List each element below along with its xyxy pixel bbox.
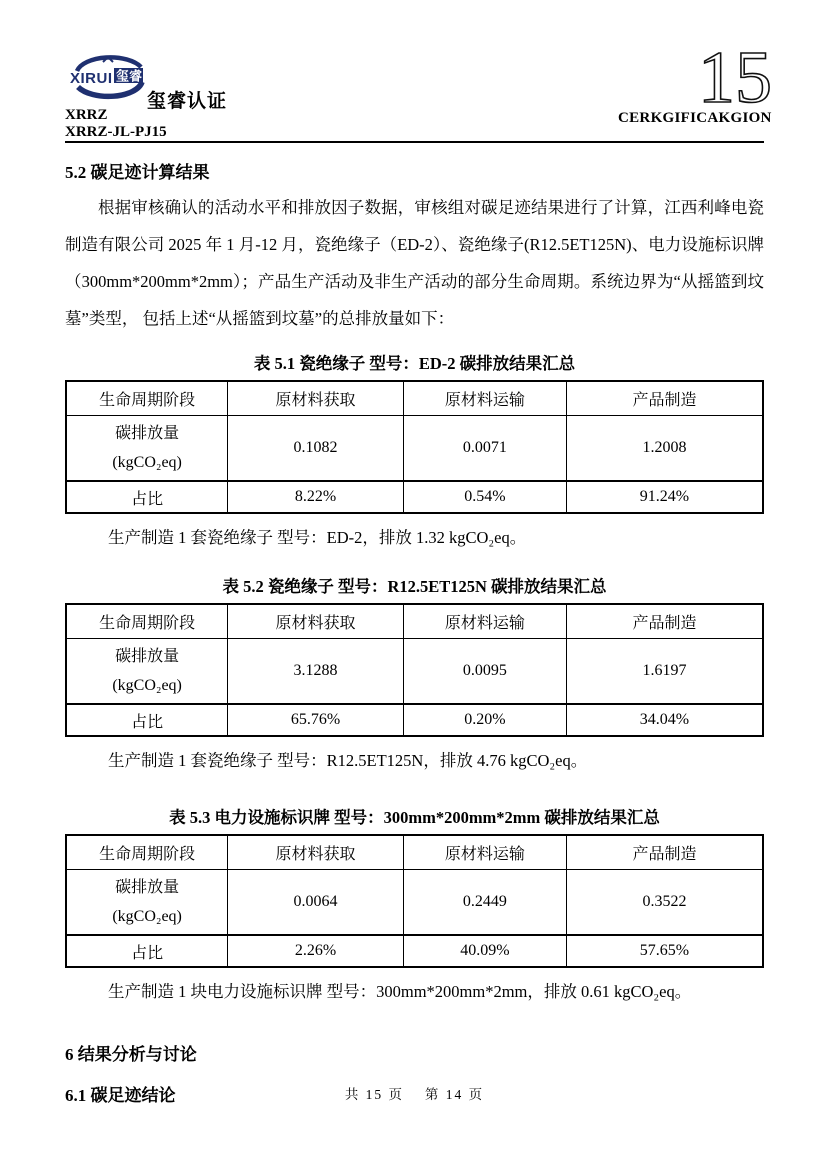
svg-text:XIRUI: XIRUI xyxy=(70,70,113,87)
header-divider xyxy=(65,141,764,143)
row-label xyxy=(66,638,228,704)
table-5-1 xyxy=(65,380,764,514)
section-5-2-title: 5.2 碳足迹计算结果 xyxy=(65,163,210,182)
col-header: 原材料获取 xyxy=(228,604,404,638)
cell-value: 1.2008 xyxy=(566,415,763,481)
emission-unit: (kgCO₂eq) xyxy=(112,676,182,694)
table-5-2-note: 生产制造 1 套瓷绝缘子 型号：R12.5ET125N，排放 4.76 kgCO₂eq。 xyxy=(108,751,588,770)
cell-value: 0.2449 xyxy=(403,869,566,935)
cell-value: 0.0064 xyxy=(228,869,404,935)
section-6-1-title: 6.1 碳足迹结论 xyxy=(65,1086,176,1105)
emission-label: 碳排放量 xyxy=(115,878,180,896)
table-row xyxy=(66,935,763,967)
section-5-2-paragraph: 根据审核确认的活动水平和排放因子数据，审核组对碳足迹结果进行了计算，江西利峰电瓷制造有限公司 2025 年 1 月-12 月，瓷绝缘子（ED-2）、瓷绝缘子(R12.5ET125N)、电力设施标识牌（300mm*200mm*2mm）；产品生产活动及非生产活动的部分生命周期。系统边界为“从摇篮到坟墓”类型， 包括上述“从摇篮到坟墓”的总排放量如下： xyxy=(65,198,764,328)
cell-value: 0.20% xyxy=(403,704,566,736)
row-label: 占比 xyxy=(66,481,228,513)
table-row xyxy=(66,604,763,638)
row-label xyxy=(66,415,228,481)
cell-value: 8.22% xyxy=(228,481,404,513)
table-5-1-title: 表 5.1 瓷绝缘子 型号：ED-2 碳排放结果汇总 xyxy=(253,354,576,373)
table-row xyxy=(66,381,763,415)
cell-value: 0.54% xyxy=(403,481,566,513)
xirui-logo-icon xyxy=(67,54,149,102)
col-header: 原材料获取 xyxy=(228,381,404,415)
col-header: 原材料获取 xyxy=(228,835,404,869)
cell-value: 2.26% xyxy=(228,935,404,967)
section-6-title: 6 结果分析与讨论 xyxy=(65,1045,197,1064)
cell-value: 0.0095 xyxy=(403,638,566,704)
cell-value: 65.76% xyxy=(228,704,404,736)
table-5-3-title: 表 5.3 电力设施标识牌 型号：300mm*200mm*2mm 碳排放结果汇总 xyxy=(169,808,660,827)
cell-value: 91.24% xyxy=(566,481,763,513)
col-header: 产品制造 xyxy=(566,604,763,638)
col-header: 产品制造 xyxy=(566,835,763,869)
col-header: 原材料运输 xyxy=(403,835,566,869)
table-5-3 xyxy=(65,834,764,968)
page-number-large xyxy=(700,40,770,121)
org-code: XRRZ xyxy=(65,107,108,123)
cert-word: CERKGIFICAKGION xyxy=(618,110,772,126)
page-pagination: 共 15 页 第 14 页 xyxy=(344,1087,485,1102)
table-row xyxy=(66,704,763,736)
cell-value: 0.1082 xyxy=(228,415,404,481)
table-row xyxy=(66,869,763,935)
cell-value: 3.1288 xyxy=(228,638,404,704)
col-header: 原材料运输 xyxy=(403,381,566,415)
table-row xyxy=(66,835,763,869)
document-content xyxy=(65,150,764,1106)
row-label: 占比 xyxy=(66,704,228,736)
table-5-2 xyxy=(65,603,764,737)
emission-unit: (kgCO₂eq) xyxy=(112,907,182,925)
doc-code: XRRZ-JL-PJ15 xyxy=(65,124,167,140)
cell-value: 57.65% xyxy=(566,935,763,967)
col-header: 生命周期阶段 xyxy=(66,604,228,638)
table-5-2-title: 表 5.2 瓷绝缘子 型号：R12.5ET125N 碳排放结果汇总 xyxy=(222,577,607,596)
cell-value: 0.0071 xyxy=(403,415,566,481)
table-5-3-note: 生产制造 1 块电力设施标识牌 型号：300mm*200mm*2mm，排放 0.61 kgCO₂eq。 xyxy=(108,982,692,1001)
emission-label: 碳排放量 xyxy=(115,647,180,665)
table-row xyxy=(66,638,763,704)
emission-unit: (kgCO₂eq) xyxy=(112,453,182,471)
emission-label: 碳排放量 xyxy=(115,424,180,442)
brand-name: 玺睿认证 xyxy=(147,91,228,112)
cell-value: 40.09% xyxy=(403,935,566,967)
cell-value: 0.3522 xyxy=(566,869,763,935)
col-header: 生命周期阶段 xyxy=(66,381,228,415)
col-header: 产品制造 xyxy=(566,381,763,415)
col-header: 原材料运输 xyxy=(403,604,566,638)
table-5-1-note: 生产制造 1 套瓷绝缘子 型号：ED-2，排放 1.32 kgCO₂eq。 xyxy=(108,528,527,547)
table-row xyxy=(66,481,763,513)
page-number-large-text: 15 xyxy=(700,40,770,116)
col-header: 生命周期阶段 xyxy=(66,835,228,869)
cell-value: 1.6197 xyxy=(566,638,763,704)
row-label xyxy=(66,869,228,935)
table-row xyxy=(66,415,763,481)
cell-value: 34.04% xyxy=(566,704,763,736)
row-label: 占比 xyxy=(66,935,228,967)
svg-text:玺睿: 玺睿 xyxy=(116,68,143,84)
